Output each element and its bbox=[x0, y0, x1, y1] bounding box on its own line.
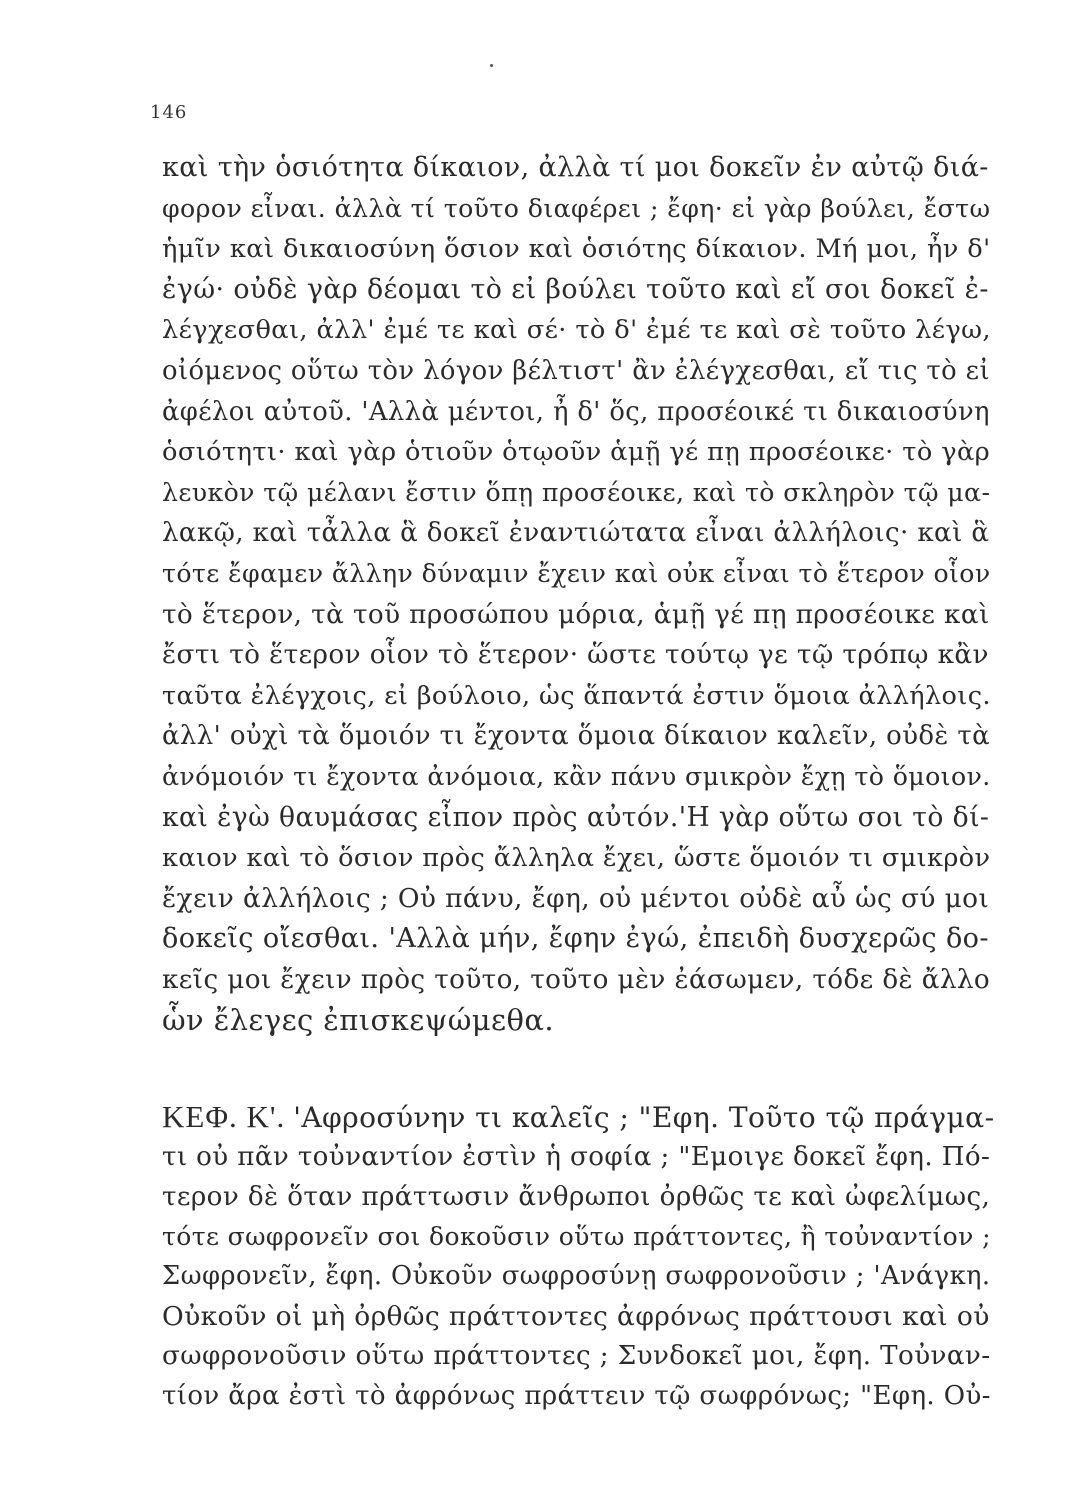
text-line: ἔστι τὸ ἕτερον οἷον τὸ ἕτερον· ὥστε τούτῳ γε τῷ τρόπῳ κἂν bbox=[162, 640, 989, 671]
text-line: κεῖς μοι ἔχειν πρὸς τοῦτο, τοῦτο μὲν ἐάσωμεν, τόδε δὲ ἄλλο bbox=[162, 964, 991, 995]
text-line: καὶ τὴν ὁσιότητα δίκαιον, ἀλλὰ τί μοι δοκεῖν ἐν αὐτῷ διά- bbox=[162, 152, 989, 183]
text-line: τὸ ἕτερον, τὰ τοῦ προσώπου μόρια, ἁμῇ γέ πῃ προσέοικε καὶ bbox=[162, 599, 990, 630]
chapter-first-line bbox=[162, 1097, 995, 1138]
text-line: ἀνόμοιόν τι ἔχοντα ἀνόμοια, κἂν πάνυ σμικρὸν ἔχῃ τὸ ὅμοιον. bbox=[162, 761, 991, 791]
text-line: καὶ ἐγὼ θαυμάσας εἶπον πρὸς αὐτόν.'Η γὰρ οὕτω σοι τὸ δί- bbox=[162, 801, 990, 833]
text-line: ἐγώ· οὐδὲ γὰρ δέομαι τὸ εἰ βούλει τοῦτο καὶ εἴ σοι δοκεῖ ἐ- bbox=[162, 273, 989, 305]
ink-speck bbox=[490, 64, 493, 67]
text-line: οἰόμενος οὕτω τὸν λόγον βέλτιστ' ἂν ἐλέγχεσθαι, εἴ τις τὸ εἰ bbox=[162, 355, 990, 386]
text-line: δοκεῖς οἴεσθαι. 'Αλλὰ μήν, ἔφην ἐγώ, ἐπειδὴ δυσχερῶς δο- bbox=[162, 923, 989, 955]
chapter-heading: ΚΕΦ. Κ'. bbox=[162, 1099, 286, 1134]
text-line-rest: 'Αφροσύνην τι καλεῖς ; "Εφη. Τοῦτο τῷ πράγμα- bbox=[293, 1101, 995, 1134]
text-line: Οὐκοῦν οἱ μὴ ὀρθῶς πράττοντες ἀφρόνως πράττουσι καὶ οὐ bbox=[162, 1300, 990, 1332]
text-block-dialogue bbox=[162, 148, 992, 1041]
text-line: ταῦτα ἐλέγχοις, εἰ βούλοιο, ὡς ἅπαντά ἐστιν ὅμοια ἀλλήλοις. bbox=[162, 680, 991, 711]
text-line: ἡμῖν καὶ δικαιοσύνη ὅσιον καὶ ὁσιότης δίκαιον. Μή μοι, ἦν δ' bbox=[162, 234, 991, 265]
text-block-chapter bbox=[162, 1097, 995, 1416]
text-line: λευκὸν τῷ μέλανι ἔστιν ὅπῃ προσέοικε, καὶ τὸ σκληρὸν τῷ μα- bbox=[162, 477, 991, 507]
text-line: φορον εἶναι. ἀλλὰ τί τοῦτο διαφέρει ; ἔφη· εἰ γὰρ βούλει, ἔστω bbox=[162, 193, 991, 223]
text-line: τι οὐ πᾶν τοὐναντίον ἐστὶν ἡ σοφία ; "Εμοιγε δοκεῖ ἔφη. Πό- bbox=[162, 1141, 991, 1172]
text-line: ἔχειν ἀλλήλοις ; Οὐ πάνυ, ἔφη, οὐ μέντοι οὐδὲ αὖ ὡς σύ μοι bbox=[162, 882, 990, 914]
text-line: ἀφέλοι αὐτοῦ. 'Αλλὰ μέντοι, ἦ δ' ὅς, προσέοικέ τι δικαιοσύνη bbox=[162, 396, 990, 427]
text-line: ἀλλ' οὐχὶ τὰ ὅμοιόν τι ἔχοντα ὅμοια δίκαιον καλεῖν, οὐδὲ τὰ bbox=[162, 721, 991, 752]
text-line: ὧν ἔλεγες ἐπισκεψώμεθα. bbox=[162, 1003, 554, 1038]
text-line: λέγχεσθαι, ἀλλ' ἐμέ τε καὶ σέ· τὸ δ' ἐμέ τε καὶ σὲ τοῦτο λέγω, bbox=[162, 315, 991, 346]
page-number: 146 bbox=[150, 102, 188, 123]
text-line: σωφρονοῦσιν οὕτω πράττοντες ; Συνδοκεῖ μοι, ἔφη. Τοὐναν- bbox=[162, 1340, 991, 1371]
text-line: τερον δὲ ὅταν πράττωσιν ἄνθρωποι ὀρθῶς τε καὶ ὠφελίμως, bbox=[162, 1181, 991, 1212]
text-line: λακῷ, καὶ τἆλλα ἃ δοκεῖ ἐναντιώτατα εἶναι ἀλλήλοις· καὶ ἃ bbox=[162, 518, 990, 549]
text-line: ὁσιότητι· καὶ γὰρ ὁτιοῦν ὁτῳοῦν ἁμῇ γέ πῃ προσέοικε· τὸ γὰρ bbox=[162, 437, 991, 468]
text-line: καιον καὶ τὸ ὅσιον πρὸς ἄλληλα ἔχει, ὥστε ὅμοιόν τι σμικρὸν bbox=[162, 843, 991, 874]
text-line: Σωφρονεῖν, ἔφη. Οὐκοῦν σωφροσύνῃ σωφρονοῦσιν ; 'Ανάγκη. bbox=[162, 1261, 991, 1292]
text-line: τότε σωφρονεῖν σοι δοκοῦσιν οὕτω πράττοντες, ἢ τοὐναντίον ; bbox=[162, 1222, 991, 1252]
text-line: τότε ἔφαμεν ἄλλην δύναμιν ἔχειν καὶ οὐκ εἶναι τὸ ἕτερον οἷον bbox=[162, 558, 991, 588]
text-line: τίον ἄρα ἐστὶ τὸ ἀφρόνως πράττειν τῷ σωφρόνως; "Εφη. Οὐ- bbox=[162, 1380, 991, 1411]
